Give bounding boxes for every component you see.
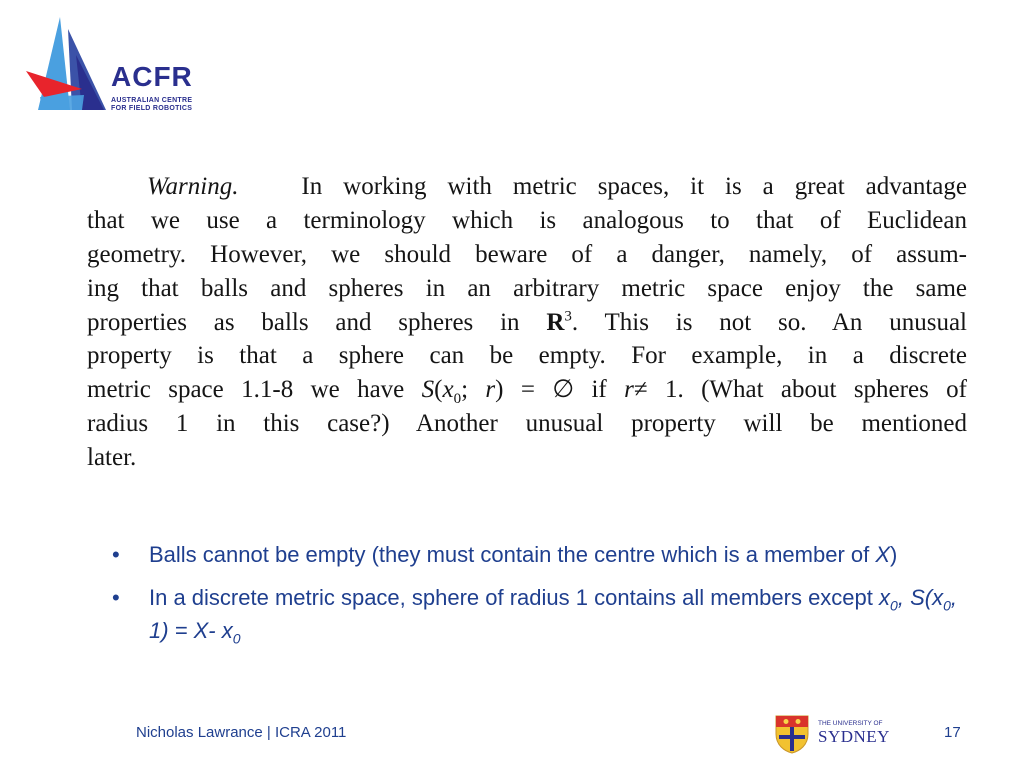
r3-exponent: 3	[564, 308, 572, 325]
r-symbol: r	[624, 376, 634, 404]
x-symbol: x	[442, 376, 454, 404]
subscript: 0	[943, 597, 951, 614]
separator: ,	[897, 585, 904, 610]
excerpt-line: geometry. However, we should beware of a danger, namely, of assum-	[87, 240, 967, 268]
bullet-marker: •	[112, 585, 120, 610]
excerpt-line	[87, 170, 967, 204]
set-x-symbol: X	[875, 542, 891, 567]
bullet-item	[112, 581, 972, 647]
paren: (	[434, 376, 443, 404]
university-crest-icon	[774, 714, 810, 754]
r3-symbol: R	[546, 308, 565, 336]
university-name-small: THE UNIVERSITY OF	[818, 720, 883, 727]
bullet-list	[112, 538, 972, 657]
bullet-text: In a discrete metric space, sphere of radius 1 contains all members except	[149, 585, 873, 610]
excerpt-text: metric space 1.1-8 we have	[87, 376, 405, 404]
warning-label: Warning.	[147, 173, 239, 200]
sphere-expr: S(x	[910, 585, 944, 610]
excerpt-line: ing that balls and spheres in an arbitrary metric space enjoy the same	[87, 274, 967, 302]
excerpt-line: property is that a sphere can be empty. For example, in a discrete	[87, 342, 967, 370]
x-symbol: x	[879, 585, 891, 610]
textbook-excerpt	[87, 170, 967, 475]
excerpt-line	[87, 306, 967, 340]
subscript: 0	[890, 597, 898, 614]
bullet-text: Balls cannot be empty (they must contain the centre which is a member of	[149, 542, 870, 567]
excerpt-text: In working with metric spaces, it is a great advantage	[301, 173, 967, 200]
excerpt-text: ≠ 1. (What about spheres of	[633, 376, 967, 404]
equation-text: , 1) = X- x	[149, 585, 957, 643]
bullet-marker: •	[112, 542, 120, 567]
separator: ;	[461, 376, 486, 404]
excerpt-line	[87, 373, 967, 407]
university-name-big: SYDNEY	[818, 727, 890, 746]
x-subscript: 0	[453, 391, 462, 408]
sphere-symbol: S	[421, 376, 435, 404]
subscript: 0	[232, 630, 241, 647]
bullet-text: )	[890, 542, 898, 567]
r-symbol: r	[485, 376, 496, 404]
page-number: 17	[944, 724, 961, 741]
acfr-subtitle-line2: FOR FIELD ROBOTICS	[111, 105, 193, 112]
excerpt-text: properties as balls and spheres in	[87, 308, 520, 336]
bullet-item	[112, 538, 972, 571]
footer-author: Nicholas Lawrance | ICRA 2011	[136, 724, 347, 741]
excerpt-line: that we use a terminology which is analogous to that of Euclidean	[87, 206, 967, 234]
acfr-subtitle-line1: AUSTRALIAN CENTRE	[111, 97, 193, 104]
excerpt-text: . This is not so. An unusual	[571, 308, 968, 336]
excerpt-text: ) = ∅ if	[495, 376, 607, 404]
university-logo	[774, 714, 894, 754]
acfr-title: ACFR	[111, 61, 193, 92]
excerpt-line: later.	[87, 444, 137, 472]
excerpt-line: radius 1 in this case?) Another unusual property will be mentioned	[87, 410, 967, 438]
